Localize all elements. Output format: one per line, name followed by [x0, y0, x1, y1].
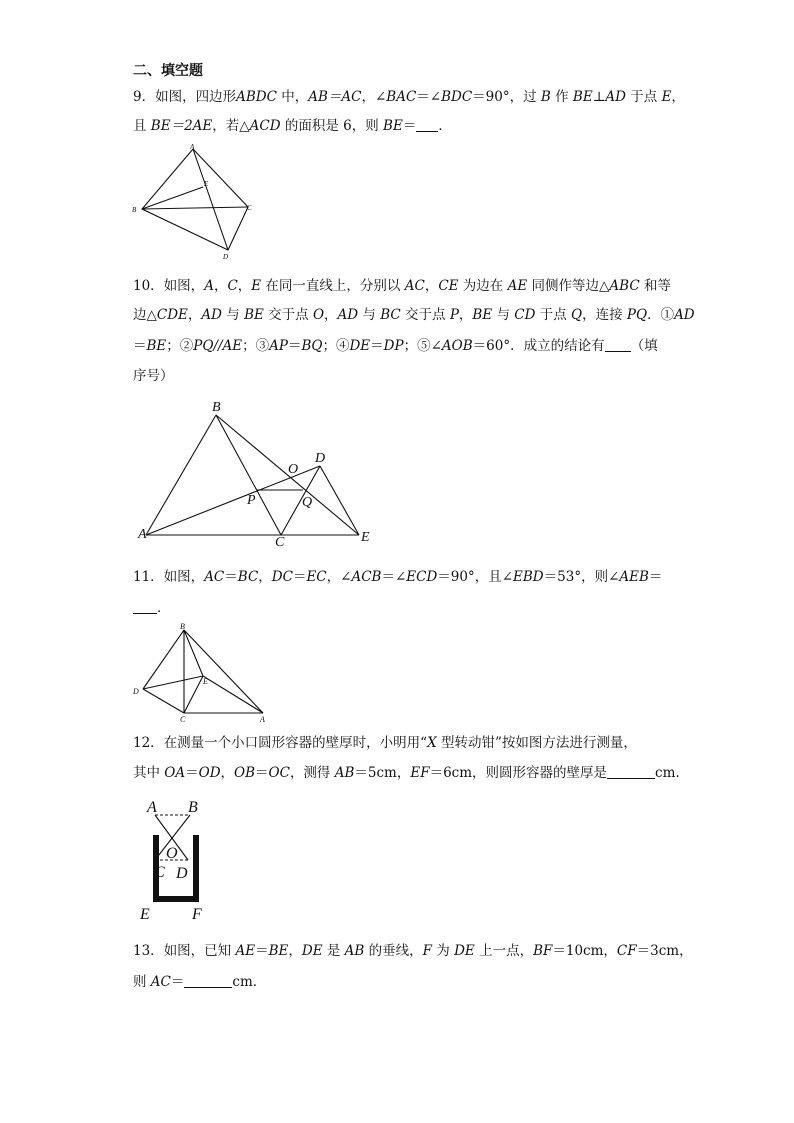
label-C: C: [180, 715, 186, 724]
label-P: P: [247, 493, 256, 508]
answer-blank: [416, 117, 438, 132]
q12-figure: [130, 795, 220, 925]
label-B: B: [212, 400, 221, 415]
q13-line1: 13．如图，已知 AE＝BE，DE 是 AB 的垂线，F 为 DE 上一点，BF＝10cm，CF＝3cm，: [133, 943, 693, 959]
label-E: E: [203, 677, 208, 686]
q13-line2: 则 AC＝ cm．: [133, 974, 267, 990]
answer-blank: [184, 973, 232, 988]
q10-line4: 序号）: [133, 368, 174, 384]
q10-line2: 边△CDE，AD 与 BE 交于点 O，AD 与 BC 交于点 P，BE 与 CD 于点 Q，连接 PQ．①AD: [133, 307, 695, 323]
label-O: O: [166, 845, 178, 862]
q12-line1: 12．在测量一个小口圆形容器的壁厚时，小明用“X 型转动钳”按如图方法进行测量，: [133, 735, 637, 751]
section-heading: 二、填空题: [133, 63, 203, 79]
answer-blank: [605, 337, 631, 352]
q11-line1: 11．如图，AC＝BC，DC＝EC，∠ACB＝∠ECD＝90°，且∠EBD＝53°，则∠AEB＝: [133, 569, 663, 585]
label-A: A: [260, 715, 265, 724]
q10-line1: 10．如图，A，C，E 在同一直线上，分别以 AC，CE 为边在 AE 同侧作等边△ABC 和等: [133, 278, 671, 294]
label-D: D: [315, 451, 326, 466]
label-C: C: [275, 535, 285, 550]
q11-line2: ．: [133, 599, 171, 617]
label-O: O: [288, 462, 299, 477]
q9-line2: 且 BE＝2AE，若△ACD 的面积是 6，则 BE＝ ．: [133, 118, 452, 134]
label-A: A: [190, 143, 195, 151]
label-A: A: [138, 527, 147, 542]
q10-line3: ＝BE；②PQ//AE；③AP＝BQ；④DE＝DP；⑤∠AOB＝60°．成立的结论有 （填: [133, 338, 658, 354]
label-Q: Q: [302, 495, 313, 510]
label-E: E: [140, 906, 150, 923]
label-E: E: [361, 530, 370, 545]
label-B: B: [180, 622, 185, 631]
q9-line1: 9．如图，四边形ABDC 中，AB＝AC，∠BAC＝∠BDC＝90°，过 B 作 BE⊥AD 于点 E，: [133, 89, 685, 105]
q10-figure: [130, 395, 390, 550]
answer-blank: [607, 764, 655, 779]
q9-figure: [130, 140, 260, 265]
label-B: B: [188, 799, 198, 816]
label-E: E: [204, 180, 209, 188]
label-D: D: [176, 865, 188, 882]
label-D: D: [133, 687, 139, 696]
label-C: C: [154, 864, 165, 881]
label-F: F: [192, 906, 202, 923]
label-C: C: [247, 204, 252, 212]
q12-line2: 其中 OA＝OD，OB＝OC，测得 AB＝5cm，EF＝6cm，则圆形容器的壁厚是 cm.: [133, 765, 680, 781]
label-B: B: [132, 206, 137, 214]
label-A: A: [147, 799, 157, 816]
answer-blank: [133, 599, 157, 614]
label-D: D: [223, 253, 229, 261]
q11-figure: [130, 620, 275, 725]
